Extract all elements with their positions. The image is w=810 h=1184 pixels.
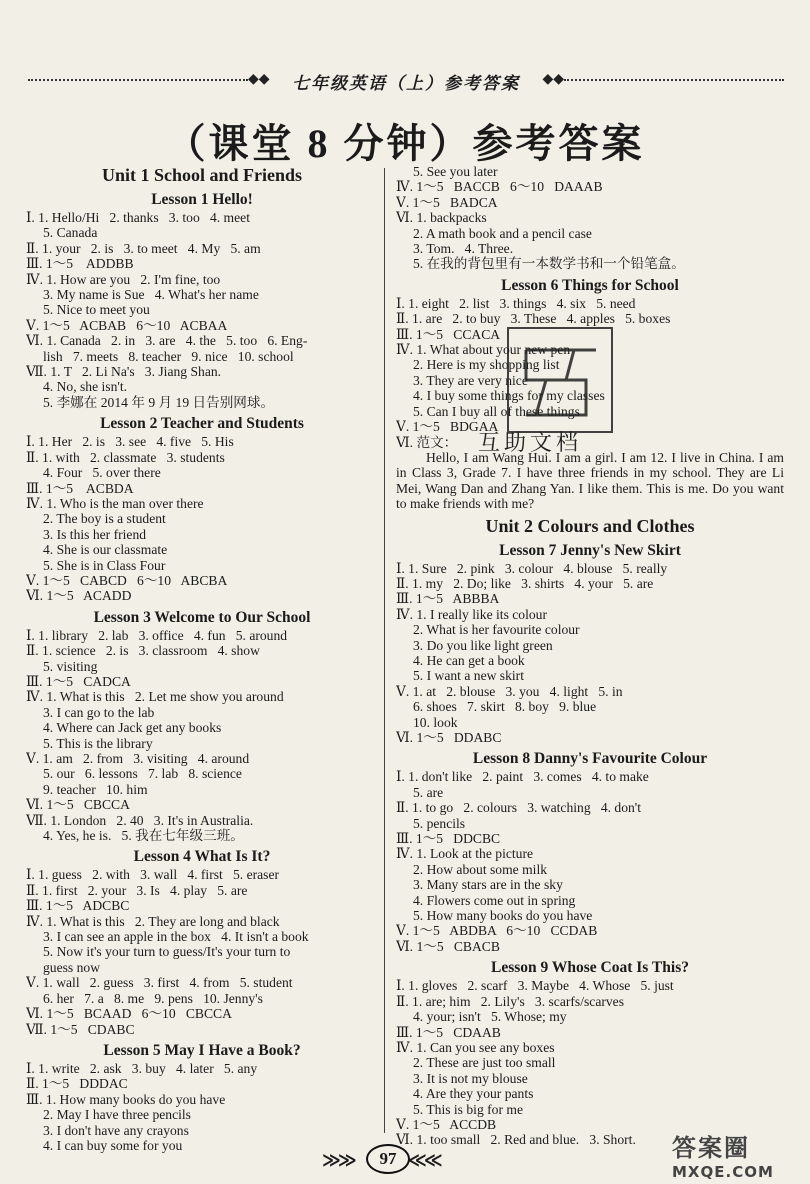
answer-line: 3. Is this her friend	[26, 526, 147, 542]
answer-line: 5. See you later	[396, 164, 498, 179]
answer-line: Ⅵ. 1. Canada 2. in 3. are 4. the 5. too 6. Eng-	[26, 333, 308, 349]
answer-line: Ⅵ. 1～5 BCAAD 6～10 CBCCA	[26, 1006, 232, 1022]
answer-line: Ⅵ. 1～5 DDABC	[396, 730, 502, 745]
double-chevron-right-icon: ≫≫	[322, 1150, 354, 1171]
answer-line: Ⅴ. 1～5 ACBAB 6～10 ACBAA	[26, 317, 228, 333]
lesson-2-answers	[26, 434, 378, 603]
answer-line: 4. I buy some things for my classes	[396, 388, 605, 404]
answer-line: 5. our 6. lessons 7. lab 8. science	[26, 766, 242, 782]
answer-line: 4. She is our classmate	[26, 542, 168, 558]
answer-line: Ⅲ. 1～5 CCACA	[396, 326, 501, 342]
answer-line: 3. Tom. 4. Three.	[396, 241, 514, 257]
lesson-9-answers	[396, 978, 784, 1147]
answer-line: 3. I can go to the lab	[26, 704, 155, 720]
answer-line: Ⅱ. 1. my 2. Do; like 3. shirts 4. your 5. are	[396, 575, 654, 591]
answer-line: lish 7. meets 8. teacher 9. nice 10. school	[26, 348, 294, 364]
answer-line: Ⅶ. 1. London 2. 40 3. It's in Australia.	[26, 812, 254, 828]
answer-line: Ⅴ. 1～5 BDGAA	[396, 419, 499, 435]
column-divider	[384, 168, 385, 1133]
answer-line: 4. Are they your pants	[396, 1086, 534, 1102]
answer-line: 5. Can I buy all of these things	[396, 403, 580, 419]
answer-line: 5. 李娜在 2014 年 9 月 19 日告别网球。	[26, 394, 275, 410]
answer-line: Ⅵ. 1～5 CBCCA	[26, 797, 130, 813]
double-chevron-left-icon: ≪≪	[408, 1150, 440, 1171]
answer-line: Ⅱ. 1. first 2. your 3. Is 4. play 5. are	[26, 882, 248, 898]
unit-2-heading: Unit 2 Colours and Clothes	[485, 515, 695, 536]
answer-line: 4. He can get a book	[396, 652, 525, 668]
answer-line: Ⅶ. 1. T 2. Li Na's 3. Jiang Shan.	[26, 364, 222, 380]
header-ornament-left-icon: ◆◆	[248, 71, 270, 87]
answer-line: 3. They are very nice	[396, 372, 528, 388]
lesson-4-heading: Lesson 4 What Is It?	[133, 848, 271, 866]
answer-line: 5. This is big for me	[396, 1101, 523, 1117]
answer-line: Ⅳ. 1. Can you see any boxes	[396, 1039, 555, 1055]
answer-line: Ⅲ. 1～5 ABBBA	[396, 591, 500, 607]
answer-line: 10. look	[396, 714, 458, 730]
header-rule-right	[564, 79, 784, 81]
answer-line: 5. visiting	[26, 658, 98, 674]
answer-line: 5. I want a new skirt	[396, 668, 524, 684]
answer-line: Ⅴ. 1～5 BADCA	[396, 194, 498, 210]
answer-line: Ⅱ. 1. are; him 2. Lily's 3. scarfs/scarves	[396, 993, 625, 1009]
answer-line: 3. Do you like light green	[396, 637, 553, 653]
lesson-4-answers	[26, 867, 378, 1036]
answer-line: Ⅲ. 1～5 ADCBC	[26, 898, 130, 914]
watermark-line-1: 答案圈	[672, 1134, 750, 1162]
lesson-3-heading: Lesson 3 Welcome to Our School	[93, 608, 311, 626]
answer-line: 2. Here is my shopping list	[396, 357, 560, 373]
lesson-5-heading: Lesson 5 May I Have a Book?	[103, 1041, 301, 1059]
answer-line: Ⅳ. 1～5 BACCB 6～10 DAAAB	[396, 179, 603, 195]
answer-line: 4. Four 5. over there	[26, 465, 161, 481]
lesson-5-answers-continued	[396, 164, 784, 272]
answer-line: 4. Where can Jack get any books	[26, 720, 222, 736]
header-title: 七年级英语（上）参考答案	[292, 74, 520, 93]
answer-line: 4. your; isn't 5. Whose; my	[396, 1009, 567, 1025]
answer-line: 3. My name is Sue 4. What's her name	[26, 287, 259, 303]
answer-line: 3. I don't have any crayons	[26, 1122, 189, 1138]
answer-line: 5. Now it's your turn to guess/It's your turn to	[26, 944, 291, 960]
answer-line: Ⅰ. 1. gloves 2. scarf 3. Maybe 4. Whose 5. just	[396, 978, 674, 994]
answer-line: 6. shoes 7. skirt 8. boy 9. blue	[396, 699, 597, 715]
lesson-2-heading: Lesson 2 Teacher and Students	[100, 415, 304, 433]
answer-line: Ⅲ. 1～5 ADDBB	[26, 256, 134, 272]
answer-line: Ⅰ. 1. Hello/Hi 2. thanks 3. too 4. meet	[26, 210, 250, 225]
answer-line: Ⅳ. 1. What is this 2. Let me show you around	[26, 689, 284, 705]
answer-line: Ⅰ. 1. write 2. ask 3. buy 4. later 5. any	[26, 1060, 258, 1076]
answer-line: Ⅴ. 1～5 ABDBA 6～10 CCDAB	[396, 923, 598, 939]
answer-line: 5. Nice to meet you	[26, 302, 150, 318]
answer-line: Ⅱ. 1. are 2. to buy 3. These 4. apples 5. boxes	[396, 311, 671, 327]
lesson-9-heading: Lesson 9 Whose Coat Is This?	[491, 959, 689, 977]
answer-line: Ⅱ. 1. to go 2. colours 3. watching 4. don't	[396, 800, 642, 816]
answer-line: 5. are	[396, 784, 444, 800]
answer-line: Ⅳ. 1. Who is the man over there	[26, 495, 204, 511]
answer-line: 4. No, she isn't.	[26, 379, 128, 395]
answer-line: 2. The boy is a student	[26, 511, 166, 527]
page-title: （课堂 8 分钟）参考答案	[165, 121, 645, 166]
answer-line: guess now	[26, 959, 101, 975]
answer-line: Ⅳ. 1. How are you 2. I'm fine, too	[26, 271, 221, 287]
answer-line: Ⅴ. 1. wall 2. guess 3. first 4. from 5. student	[26, 975, 293, 991]
answer-line: Ⅱ. 1～5 DDDAC	[26, 1076, 128, 1092]
answer-line: 2. May I have three pencils	[26, 1107, 191, 1123]
lesson-3-answers	[26, 628, 378, 844]
answer-line: Ⅲ. 1～5 DDCBC	[396, 831, 501, 847]
answer-line: Ⅰ. 1. don't like 2. paint 3. comes 4. to make	[396, 769, 649, 785]
header-ornament-right-icon: ◆◆	[542, 71, 564, 87]
answer-line: Ⅰ. 1. eight 2. list 3. things 4. six 5. need	[396, 295, 636, 311]
answer-line: 5. How many books do you have	[396, 908, 593, 924]
answer-line: 2. What is her favourite colour	[396, 622, 580, 638]
answer-line: 6. her 7. a 8. me 9. pens 10. Jenny's	[26, 990, 263, 1006]
unit-1-heading: Unit 1 School and Friends	[101, 165, 303, 185]
lesson-8-answers	[396, 769, 784, 954]
answer-line: Ⅱ. 1. your 2. is 3. to meet 4. My 5. am	[26, 240, 261, 256]
lesson-6-sample-essay: Hello, I am Wang Hui. I am a girl. I am 12. I live in China. I am in Class 3, Grade 7. I have three friends in my school. They are Li Mei, Wang Dan and Zhang Yan. I like them. This is me. Do you want to make friends with me?	[396, 449, 784, 512]
answer-line: Ⅲ. 1～5 CADCA	[26, 673, 131, 689]
answer-line: 5. Canada	[26, 225, 98, 241]
answer-line: 3. It is not my blouse	[396, 1070, 528, 1086]
answer-line: Ⅵ. 1. too small 2. Red and blue. 3. Short.	[396, 1132, 636, 1148]
answer-line: Ⅴ. 1～5 CABCD 6～10 ABCBA	[26, 572, 228, 588]
lesson-6-heading: Lesson 6 Things for School	[501, 276, 679, 294]
answer-line: Ⅳ. 1. I really like its colour	[396, 606, 547, 622]
answer-line: Ⅶ. 1～5 CDABC	[26, 1021, 135, 1037]
answer-line: Ⅱ. 1. with 2. classmate 3. students	[26, 449, 225, 465]
watermark-line-2: MXQE.COM	[672, 1163, 774, 1181]
answer-line: Ⅲ. 1～5 ACBDA	[26, 480, 134, 496]
header-band	[28, 66, 784, 94]
answer-line: 2. How about some milk	[396, 861, 548, 877]
left-column	[26, 164, 378, 1153]
answer-line: 5. She is in Class Four	[26, 557, 166, 573]
answer-line: Ⅳ. 1. What is this 2. They are long and black	[26, 913, 280, 929]
page-number: 97	[366, 1144, 410, 1174]
answer-line: Ⅴ. 1～5 ACCDB	[396, 1116, 497, 1132]
answer-line: Ⅰ. 1. Sure 2. pink 3. colour 4. blouse 5. really	[396, 560, 668, 576]
answer-line: Ⅵ. 1～5 ACADD	[26, 588, 132, 604]
lesson-1-answers	[26, 210, 378, 410]
answer-line: 2. A math book and a pencil case	[396, 225, 592, 241]
answer-line: Ⅰ. 1. Her 2. is 3. see 4. five 5. His	[26, 434, 234, 450]
lesson-8-heading: Lesson 8 Danny's Favourite Colour	[472, 750, 708, 768]
watermark-logo	[672, 1128, 804, 1182]
answer-line: 3. Many stars are in the sky	[396, 877, 563, 893]
answer-line: 5. This is the library	[26, 735, 153, 751]
stamp-text: 互助文档	[478, 431, 583, 456]
answer-line: Ⅳ. 1. Look at the picture	[396, 846, 534, 862]
lesson-7-heading: Lesson 7 Jenny's New Skirt	[499, 541, 681, 559]
answer-line: 2. These are just too small	[396, 1055, 556, 1071]
answer-line: 3. I can see an apple in the box 4. It isn't a book	[26, 929, 309, 945]
answer-line: Ⅲ. 1～5 CDAAB	[396, 1024, 501, 1040]
answer-line: 5. pencils	[396, 815, 466, 831]
answer-line: 9. teacher 10. him	[26, 781, 148, 797]
lesson-1-heading: Lesson 1 Hello!	[151, 191, 253, 208]
answer-line: Ⅴ. 1. am 2. from 3. visiting 4. around	[26, 751, 250, 766]
answer-line: 4. I can buy some for you	[26, 1137, 183, 1153]
right-column	[396, 164, 784, 1148]
answer-line: Ⅱ. 1. science 2. is 3. classroom 4. show	[26, 643, 260, 659]
lesson-7-answers	[396, 561, 784, 746]
answer-line: Ⅰ. 1. library 2. lab 3. office 4. fun 5. around	[26, 627, 288, 643]
answer-line: Ⅳ. 1. What about your new pen	[396, 342, 571, 358]
answer-line: Ⅵ. 范文：	[396, 434, 458, 450]
answer-line: Ⅲ. 1. How many books do you have	[26, 1091, 226, 1107]
answer-line: 4. Flowers come out in spring	[396, 892, 576, 908]
answer-line: 5. 在我的背包里有一本数学书和一个铅笔盒。	[396, 256, 685, 272]
answer-line: Ⅵ. 1. backpacks	[396, 210, 487, 226]
answer-line: 4. Yes, he is. 5. 我在七年级三班。	[26, 828, 244, 844]
answer-line: Ⅵ. 1～5 CBACB	[396, 938, 500, 954]
answer-line: Ⅰ. 1. guess 2. with 3. wall 4. first 5. eraser	[26, 867, 280, 883]
answer-line: Ⅴ. 1. at 2. blouse 3. you 4. light 5. in	[396, 683, 623, 699]
